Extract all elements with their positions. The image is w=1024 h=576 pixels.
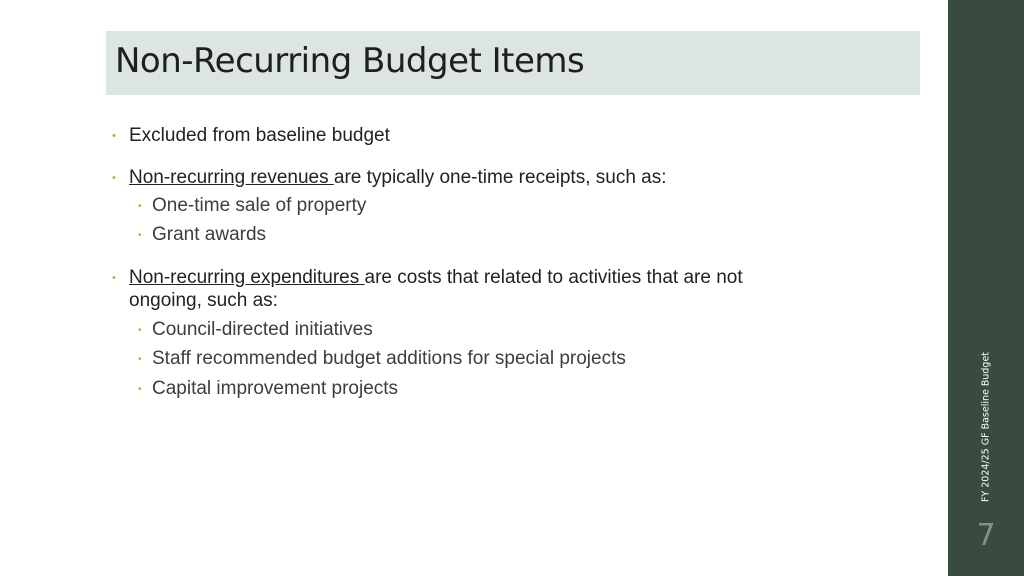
bullet-text: Excluded from baseline budget: [129, 125, 390, 146]
sub-bullet-text: Council-directed initiatives: [152, 319, 373, 340]
sub-bullet-text: One-time sale of property: [152, 195, 367, 216]
sub-bullet-text: Staff recommended budget additions for special projects: [152, 348, 626, 369]
bullet-text: are typically one-time receipts, such as:: [333, 167, 667, 188]
footer-text: FY 2024/25 GF Baseline Budget: [980, 351, 992, 503]
sub-bullet-icon: •: [138, 384, 142, 395]
slide-title: Non-Recurring Budget Items: [115, 41, 585, 81]
page-number: 7: [976, 518, 996, 553]
bullet-link[interactable]: Non-recurring expenditures: [129, 267, 365, 288]
title-bar: [106, 31, 920, 95]
bullet-icon: •: [112, 130, 116, 142]
sub-bullet-icon: •: [138, 325, 142, 336]
bullet-icon: •: [112, 272, 116, 284]
sub-bullet-icon: •: [138, 201, 142, 212]
sub-bullet-text: Grant awards: [152, 224, 267, 245]
sub-bullet-text: Capital improvement projects: [152, 378, 399, 399]
sub-bullet-icon: •: [138, 354, 142, 365]
bullet-icon: •: [112, 172, 116, 184]
sub-bullet-icon: •: [138, 230, 142, 241]
bullet-link[interactable]: Non-recurring revenues: [129, 167, 334, 188]
bullet-text: are costs that related to activities that are not ongoing, such as:: [129, 267, 743, 311]
